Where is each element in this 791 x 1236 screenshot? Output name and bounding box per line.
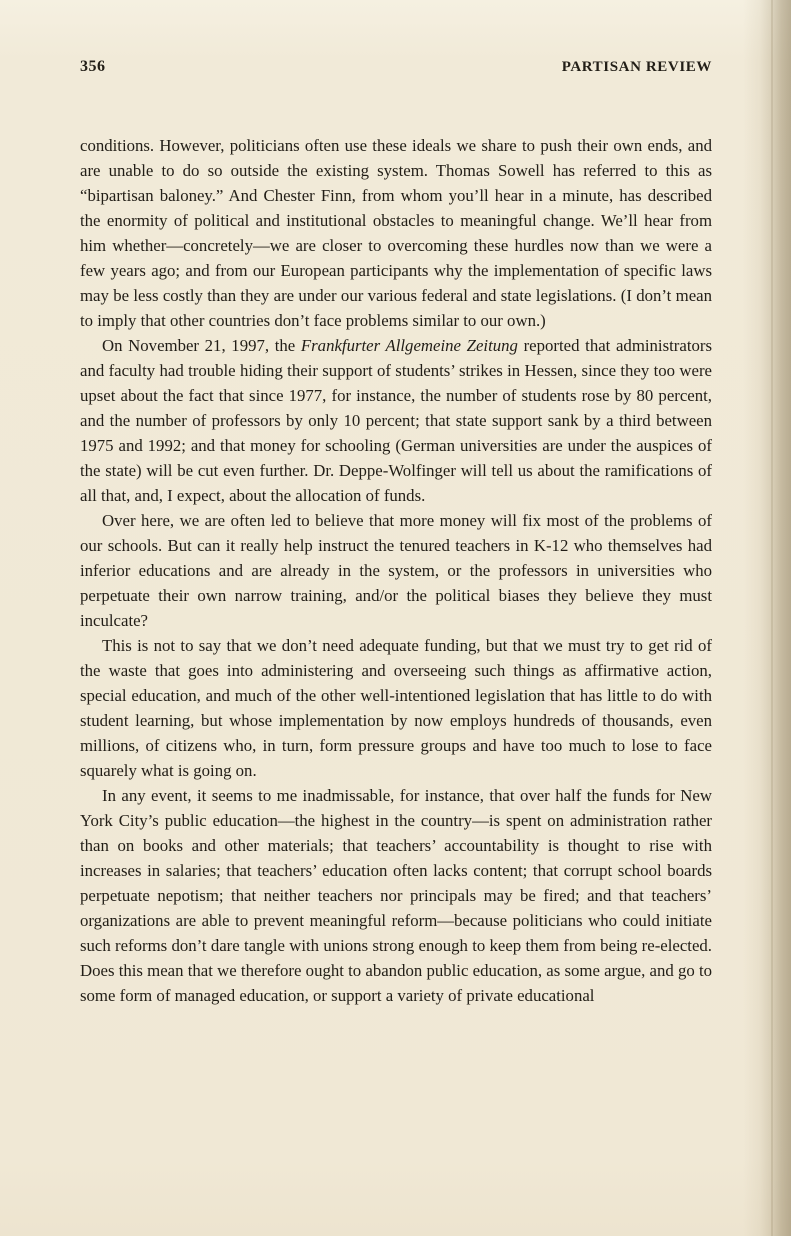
paragraph-text-before-italic: On November 21, 1997, the bbox=[102, 336, 301, 355]
paragraph-conditions: conditions. However, politicians often use these ideals we share to push their own ends, and are unable to do so outside the existing system. Thomas Sowell has referred to this as “bipartisan baloney.” And Chester Finn, from whom you’ll hear in a minute, has described the enormity of political and institutional obstacles to meaningful change. We’ll hear from him whether—concretely—we are closer to overcoming these hurdles now than we were a few years ago; and from our European participants why the implementation of specific laws may be less costly than they are under our various federal and state legislations. (I don’t mean to imply that other countries don’t face problems similar to our own.) bbox=[80, 136, 712, 330]
page-binding-line bbox=[771, 0, 773, 1236]
journal-title: PARTISAN REVIEW bbox=[561, 59, 712, 75]
page-number: 356 bbox=[80, 58, 106, 75]
paragraph-money-schools: Over here, we are often led to believe that more money will fix most of the problems of our schools. But can it really help instruct the tenured teachers in K-12 who themselves had inferior educations and are already in the system, or the professors in universities who perpetuate their own narrow training, and/or the political biases they believe they must inculcate? bbox=[80, 511, 712, 630]
paragraph-november-report bbox=[80, 333, 712, 508]
paragraph-funding-waste: This is not to say that we don’t need adequate funding, but that we must try to get rid of the waste that goes into administering and overseeing such things as affirmative action, special education, and much of the other well-intentioned legislation that has little to do with student learning, but whose implementation by now employs hundreds of thousands, even millions, of citizens who, in turn, form pressure groups and have too much to lose to face squarely what is going on. bbox=[80, 636, 712, 780]
page-edge-shadow bbox=[743, 0, 791, 1236]
paragraph-text-after-italic: reported that administrators and faculty had trouble hiding their support of students’ strikes in Hessen, since they too were upset about the fact that since 1977, for instance, the number of students rose by 80 percent, and the number of professors by only 10 percent; that state support sank by a third between 1975 and 1992; and that money for schooling (German universities are under the auspices of the state) will be cut even further. Dr. Deppe-Wolfinger will tell us about the ramifications of all that, and, I expect, about the allocation of funds. bbox=[80, 336, 712, 505]
newspaper-name-italic: Frankfurter Allgemeine Zeitung bbox=[300, 336, 518, 355]
page-content bbox=[80, 133, 712, 1008]
page-header bbox=[80, 58, 712, 76]
paragraph-ny-education: In any event, it seems to me inadmissable, for instance, that over half the funds for New York City’s public education—the highest in the country—is spent on administration rather than on books and other materials; that teachers’ accountability is thought to rise with increases in salaries; that teachers’ education often lacks content; that corrupt school boards perpetuate nepotism; that neither teachers nor principals may be fired; and that teachers’ organizations are able to prevent meaningful reform—because politicians who could initiate such reforms don’t dare tangle with unions strong enough to keep them from being re-elected. Does this mean that we therefore ought to abandon public education, as some argue, and go to some form of managed education, or support a variety of private educational bbox=[80, 786, 712, 1005]
